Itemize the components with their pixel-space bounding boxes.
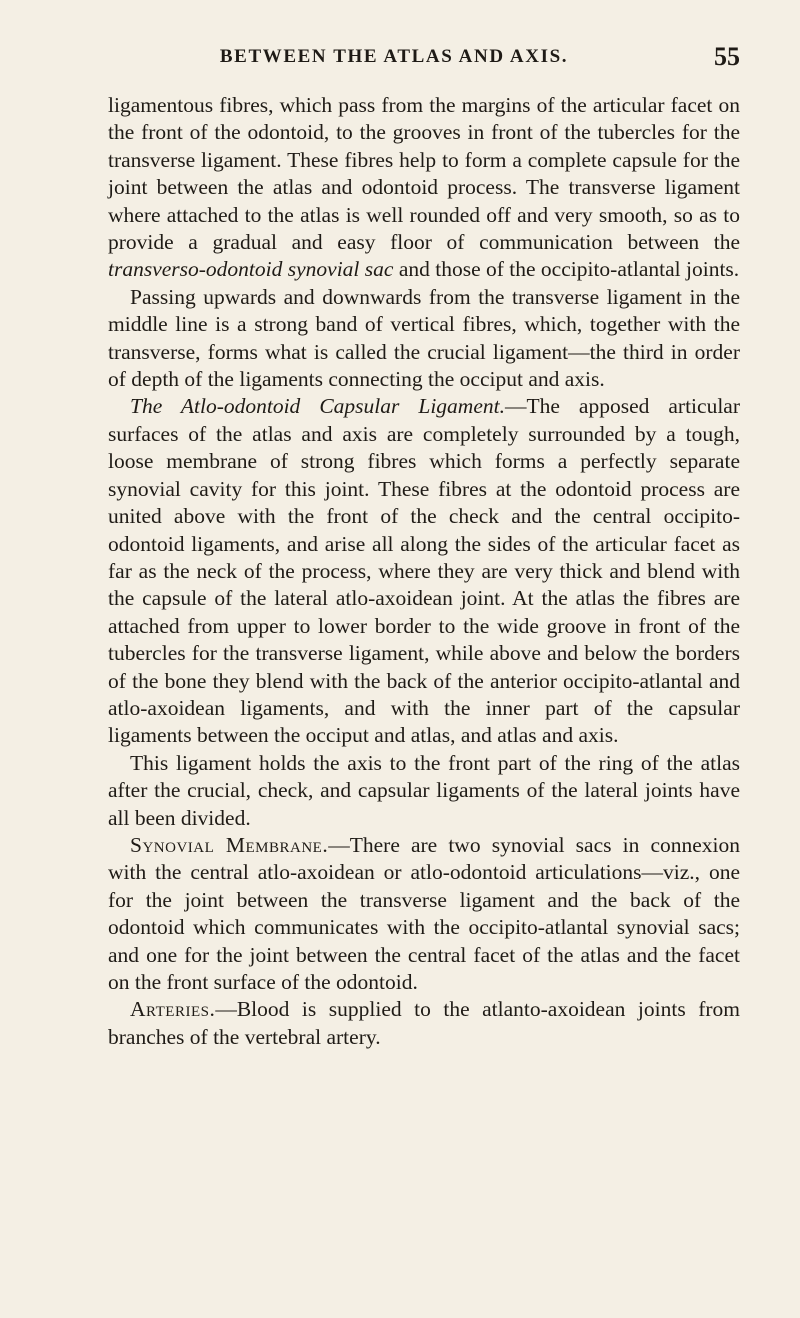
paragraph-3-heading: The Atlo-odontoid Capsular Ligament. [130, 394, 505, 419]
paragraph-1-italic-term: transverso-odontoid synovial sac [108, 257, 394, 282]
running-head: BETWEEN THE ATLAS AND AXIS. [219, 46, 569, 67]
paragraph-2: Passing upwards and downwards from the transverse ligament in the middle line is a strong band of vertical fibres, which, together with the transverse, forms what is called the crucial ligament—the third in order of depth of the ligaments connecting the occiput and axis. [108, 284, 740, 392]
paragraph-6-text: —Blood is supplied to the atlanto-axoidean joints from branches of the vertebral artery. [108, 997, 740, 1049]
paragraph-4: This ligament holds the axis to the front part of the ring of the atlas after the crucial, check, and capsular ligaments of the lateral joints have all been divided. [108, 750, 740, 830]
paragraph-3 [108, 393, 740, 749]
paragraph-6-heading: Arteries. [130, 997, 216, 1022]
paragraph-1 [108, 92, 740, 284]
paragraph-5-text: —There are two synovial sacs in connexion with the central atlo-axoidean or atlo-odontoid articulations—viz., one for the joint between the transverse ligament and the back of the odontoid which communicates with the occipito-atlantal synovial sacs; and one for the joint between the central facet of the atlas and the facet on the front surface of the odontoid. [108, 832, 740, 994]
paragraph-1-text-b: and those of the occipito-atlantal joints. [393, 257, 740, 282]
body-text [108, 92, 740, 1051]
paragraph-1-text-a: ligamentous fibres, which pass from the margins of the articular facet on the front of the odontoid, to the grooves in front of the tubercles for the transverse ligament. These fibres help to form a complete capsule for the joint between the atlas and odontoid process. The transverse ligament where attached to the atlas is well rounded off and very smooth, so as to provide a gradual and easy floor of communication between the [108, 93, 740, 255]
paragraph-5-heading: Synovial Membrane. [130, 832, 329, 857]
paragraph-3-text: —The apposed articular surfaces of the atlas and axis are completely surrounded by a tough, loose membrane of strong fibres which forms a perfectly separate synovial cavity for this joint. These fibres at the odontoid process are united above with the front of the check and the central occipito-odontoid ligaments, and arise all along the sides of the articular facet as far as the neck of the process, where they are very thick and blend with the capsule of the lateral atlo-axoidean joint. At the atlas the fibres are attached from upper to lower border to the wide groove in front of the tubercles for the transverse ligament, while above and below the borders of the bone they blend with the back of the anterior occipito-atlantal and atlo-axoidean ligaments, and with the inner part of the capsular ligaments between the occiput and atlas, and atlas and axis. [108, 394, 740, 748]
paragraph-5 [108, 832, 740, 996]
page-header [108, 42, 740, 92]
paragraph-6 [108, 996, 740, 1051]
page-number: 55 [714, 42, 740, 71]
